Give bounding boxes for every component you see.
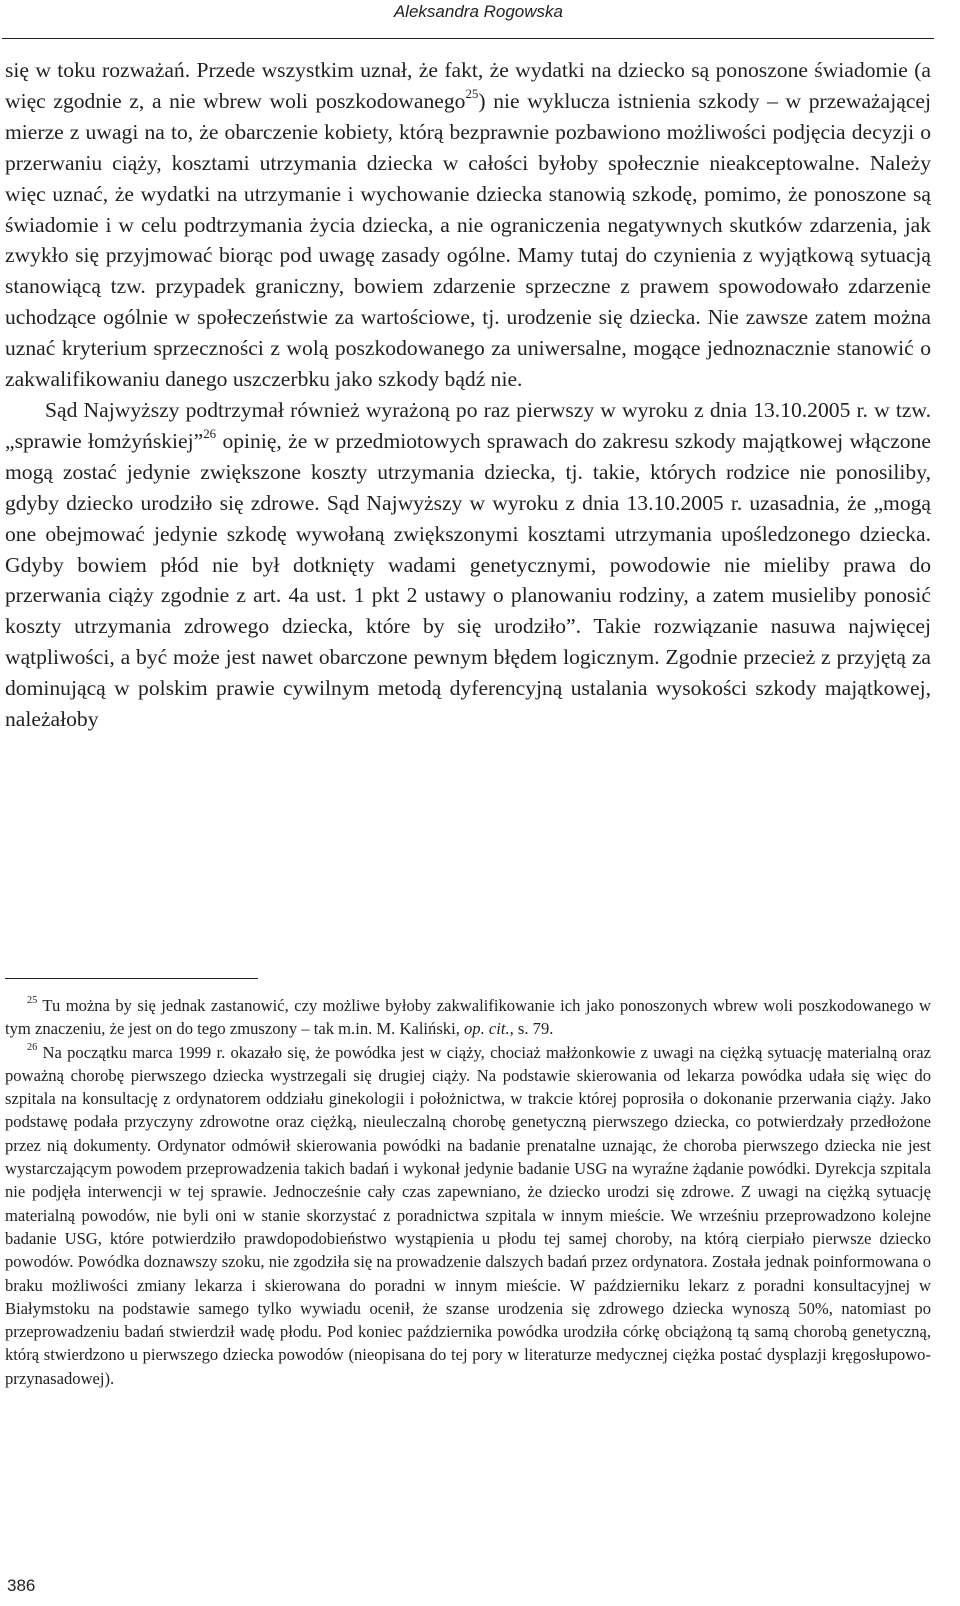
page-number: 386 [7,1576,36,1595]
paragraph-text: Sąd Najwyższy podtrzymał również wyrażoną po raz pierwszy w wyroku z dnia 13.10.2005 r. w tzw. „sprawie łomżyńskiej” [5,397,931,453]
running-header [0,0,960,38]
footnote-text: , s. 79. [509,1019,554,1039]
paragraph-text: się w toku rozważań. Przede wszystkim uznał, że fakt, że wydatki na dziecko są ponoszone świadomie (a więc zgodnie z, a nie wbrew woli poszkodowanego [5,58,931,113]
footnote-text: Na początku marca 1999 r. okazało się, że powódka jest w ciąży, chociaż małżonkowie z uwagi na ciężką sytuację materialną oraz poważną chorobę pierwszego dziecka wystrzegali się drugiej ciąży. Na podstawie skierowania od lekarza powódka udała się więc do szpitala na konsultację z ordynatorem oddziału ginekologii i położnictwa, w trakcie której poprosiła o dokonanie przerwania ciąży. Jako podstawę podała przyczyny zdrowotne oraz ciężką, nieuleczalną chorobę genetyczną pierwszego dziecka, co potwierdzały przedłożone przez nią dokumenty. Ordynator odmówił skierowania powódki na badanie prenatalne uznając, że choroba pierwszego dziecka nie jest wystarczającym powodem przeprowadzenia takich badań i wykonał jedynie badanie USG na wyraźne żądanie powódki. Dyrekcja szpitala nie podjęła interwencji w tej sprawie. Jednocześnie cały czas zapewniano, że dziecko urodzi się zdrowe. Z uwagi na ciężką sytuację materialną powodów, nie byli oni w stanie skorzystać z poradnictwa szpitala w innym mieście. We wrześniu przeprowadzono kolejne badanie USG, które potwierdziło prawdopodobieństwo wystąpienia u płodu tej samej choroby, na którą cierpiało pierwsze dziecko powodów. Powódka doznawszy szoku, nie zgodziła się na prowadzenie dalszych badań przez ordynatora. Została jednak poinformowana o braku możliwości zmiany lekarza i skierowana do poradni w innym mieście. W październiku lekarz z poradni konsultacyjnej w Białymstoku na podstawie samego tylko wywiadu ocenił, że szanse urodzenia się zdrowego dziecka wynoszą 50%, natomiast po przeprowadzeniu badań stwierdził wadę płodu. Pod koniec października powódka urodziła córkę obciążoną tą samą chorobą genetyczną, którą stwierdzono u pierwszego dziecka powodów (nieopisana do tej pory w literaturze medycznej ciężka postać dysplazji kręgosłupowo-przynasadowej). [5,1042,931,1388]
paragraph-text: ) nie wyklucza istnienia szkody – w przeważającej mierze z uwagi na to, że obarczenie kobiety, którą bezprawnie pozbawiono możliwości podjęcia decyzji o przerwaniu ciąży, kosztami utrzymania dziecka w całości byłoby społecznie nieakceptowalne. Należy więc uznać, że wydatki na utrzymanie i wychowanie dziecka stanowią szkodę, pomimo, że ponoszone są świadomie i w celu podtrzymania życia dziecka, a nie ograniczenia negatywnych skutków zdarzenia, jak zwykło się przyjmować biorąc pod uwagę zasady ogólne. Mamy tutaj do czynienia z wyjątkową sytuacją stanowiącą tzw. przypadek graniczny, bowiem zdarzenie sprzeczne z prawem spowodowało zdarzenie uchodzące ogólnie w społeczeństwie za wartościowe, tj. urodzenie się dziecka. Nie zawsze zatem można uznać kryterium sprzeczności z wolą poszkodowanego za uniwersalne, mogące jednoznacznie stanowić o zakwalifikowaniu danego uszczerbku jako szkody bądź nie. [5,88,931,392]
paragraph [5,55,931,395]
footnote-25 [5,994,931,1041]
paragraph [5,395,931,735]
footnote-number: 25 [27,995,38,1007]
footnote-number: 26 [27,1042,38,1054]
footnote-26 [5,1041,931,1390]
header-author: Aleksandra Rogowska [393,2,563,21]
footnote-citation: op. cit. [464,1019,510,1039]
footnotes [5,994,931,1390]
footnote-ref-26[interactable]: 26 [203,426,217,442]
header-rule [2,38,934,39]
footnote-ref-25[interactable]: 25 [465,86,479,102]
footnote-separator [5,978,258,979]
footnote-text: Tu można by się jednak zastanowić, czy możliwe byłoby zakwalifikowanie ich jako ponoszonych wbrew woli poszkodowanego w tym znaczeniu, że jest on do tego zmuszony – tak m.in. M. Kaliński, [5,996,931,1039]
paragraph-text: opinię, że w przedmiotowych sprawach do zakresu szkody majątkowej włączone mogą zostać jedynie zwiększone koszty utrzymania dziecka, tj. takie, których rodzice nie ponosiliby, gdyby dziecko urodziło się zdrowe. Sąd Najwyższy w wyroku z dnia 13.10.2005 r. uzasadnia, że „mogą one obejmować jedynie szkodę wywołaną zwiększonymi kosztami utrzymania upośledzonego dziecka. Gdyby bowiem płód nie był dotknięty wadami genetycznymi, powodowie nie mieliby prawa do przerwania ciąży zgodnie z art. 4a ust. 1 pkt 2 ustawy o planowaniu rodziny, a zatem musieliby ponosić koszty utrzymania zdrowego dziecka, które by się urodziło”. Takie rozwiązanie nasuwa najwięcej wątpliwości, a być może jest nawet obarczone pewnym błędem logicznym. Zgodnie przecież z przyjętą za dominującą w polskim prawie cywilnym metodą dyferencyjną ustalania wysokości szkody majątkowej, należałoby [5,428,931,732]
main-text [5,55,931,735]
